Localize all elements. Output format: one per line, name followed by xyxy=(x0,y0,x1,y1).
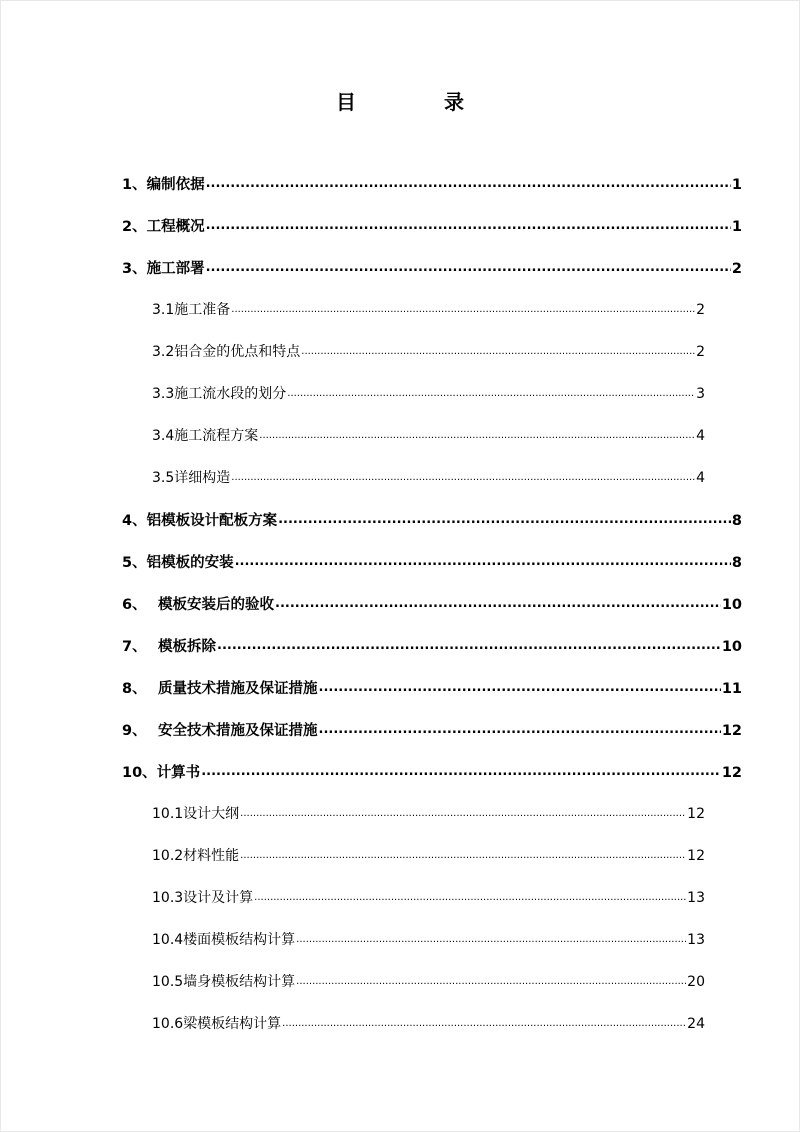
toc-entry-page: 20 xyxy=(687,974,705,990)
dot-leader xyxy=(217,637,721,652)
toc-entry-number: 10.5 xyxy=(152,974,184,990)
dot-leader xyxy=(278,511,731,526)
toc-entry-title: 模板安装后的验收 xyxy=(158,597,274,613)
toc-entry-number: 10.6 xyxy=(152,1016,184,1032)
toc-entry-page: 1 xyxy=(731,219,742,235)
toc-entry-number: 9、 xyxy=(122,723,147,739)
toc-entry-number: 3.4 xyxy=(152,428,175,444)
toc-entry-title: 铝模板设计配板方案 xyxy=(146,513,278,529)
dot-leader xyxy=(319,721,721,736)
toc-entry-title: 设计大纲 xyxy=(183,806,240,822)
toc-entry-title: 铝模板的安装 xyxy=(146,555,234,571)
toc-entry[interactable] xyxy=(122,761,742,782)
toc-entry-title: 施工准备 xyxy=(174,302,231,318)
toc-entry-page: 24 xyxy=(687,1016,705,1032)
dot-leader xyxy=(254,888,686,902)
toc-entry-title: 楼面模板结构计算 xyxy=(183,932,296,948)
toc-entry-title: 计算书 xyxy=(156,765,201,781)
toc-subentry[interactable] xyxy=(152,803,705,823)
toc-subentry[interactable] xyxy=(152,971,705,991)
toc-subentry[interactable] xyxy=(152,341,705,361)
toc-entry-page: 13 xyxy=(687,932,705,948)
toc-entry[interactable] xyxy=(122,635,742,656)
toc-entry-page: 1 xyxy=(731,177,742,193)
toc-entry-number: 10.1 xyxy=(152,806,184,822)
toc-entry-title: 铝合金的优点和特点 xyxy=(174,344,301,360)
toc-entry-number: 5、 xyxy=(122,555,147,571)
toc-entry-title: 安全技术措施及保证措施 xyxy=(158,723,318,739)
toc-entry-title: 工程概况 xyxy=(146,219,205,235)
toc-entry-page: 12 xyxy=(687,848,705,864)
toc-entry[interactable] xyxy=(122,509,742,530)
toc-entry-title: 施工流程方案 xyxy=(174,428,259,444)
toc-entry-number: 6、 xyxy=(122,597,147,613)
toc-entry-number: 2、 xyxy=(122,219,147,235)
toc-entry-number: 8、 xyxy=(122,681,147,697)
dot-leader xyxy=(319,679,721,694)
dot-leader xyxy=(296,972,686,986)
toc-subentry[interactable] xyxy=(152,929,705,949)
toc-entry-page: 4 xyxy=(696,470,705,486)
dot-leader xyxy=(201,763,721,778)
dot-leader xyxy=(287,384,695,398)
dot-leader xyxy=(235,553,731,568)
toc-entry-number: 10.4 xyxy=(152,932,184,948)
toc-entry[interactable] xyxy=(122,677,742,698)
toc-entry-number: 3.2 xyxy=(152,344,175,360)
toc-entry-title: 施工部署 xyxy=(146,261,205,277)
toc-subentry[interactable] xyxy=(152,425,705,445)
toc-entry-title: 编制依据 xyxy=(146,177,205,193)
dot-leader xyxy=(240,846,686,860)
toc-entry-number: 10、 xyxy=(122,765,157,781)
toc-subentry[interactable] xyxy=(152,887,705,907)
toc-entry[interactable] xyxy=(122,173,742,194)
toc-entry-page: 2 xyxy=(731,261,742,277)
toc-entry-page: 4 xyxy=(696,428,705,444)
toc-entry-title: 施工流水段的划分 xyxy=(174,386,287,402)
toc-entry-page: 10 xyxy=(721,639,742,655)
toc-entry-title: 材料性能 xyxy=(183,848,240,864)
dot-leader xyxy=(206,175,731,190)
toc-entry-number: 1、 xyxy=(122,177,147,193)
dot-leader xyxy=(206,259,731,274)
toc-entry-page: 3 xyxy=(696,386,705,402)
dot-leader xyxy=(231,300,695,314)
toc-entry[interactable] xyxy=(122,215,742,236)
toc-entry-title: 详细构造 xyxy=(174,470,231,486)
toc-entry-number: 3.1 xyxy=(152,302,175,318)
toc-entry-page: 10 xyxy=(721,597,742,613)
dot-leader xyxy=(282,1014,686,1028)
toc-entry-number: 7、 xyxy=(122,639,147,655)
toc-entry-number: 3.3 xyxy=(152,386,175,402)
dot-leader xyxy=(206,217,731,232)
toc-entry[interactable] xyxy=(122,551,742,572)
toc-subentry[interactable] xyxy=(152,383,705,403)
toc-entry-title: 梁模板结构计算 xyxy=(183,1016,282,1032)
dot-leader xyxy=(301,342,695,356)
toc-entry-page: 8 xyxy=(731,555,742,571)
toc-entry[interactable] xyxy=(122,257,742,278)
toc-subentry[interactable] xyxy=(152,467,705,487)
toc-entry-page: 12 xyxy=(721,765,742,781)
toc-entry-page: 13 xyxy=(687,890,705,906)
toc-entry-page: 12 xyxy=(687,806,705,822)
toc-entry-page: 12 xyxy=(721,723,742,739)
toc-entry-number: 10.2 xyxy=(152,848,184,864)
toc-entry-page: 2 xyxy=(696,302,705,318)
dot-leader xyxy=(296,930,686,944)
toc-entry-page: 11 xyxy=(721,681,742,697)
toc-entry-number: 4、 xyxy=(122,513,147,529)
dot-leader xyxy=(231,468,695,482)
toc-entry[interactable] xyxy=(122,719,742,740)
toc-entry-title: 墙身模板结构计算 xyxy=(183,974,296,990)
toc-subentry[interactable] xyxy=(152,1013,705,1033)
dot-leader xyxy=(259,426,695,440)
toc-subentry[interactable] xyxy=(152,845,705,865)
toc-subentry[interactable] xyxy=(152,299,705,319)
toc-entry-number: 3.5 xyxy=(152,470,175,486)
toc-entry-page: 2 xyxy=(696,344,705,360)
toc-entry-title: 设计及计算 xyxy=(183,890,254,906)
toc-entry-title: 质量技术措施及保证措施 xyxy=(158,681,318,697)
dot-leader xyxy=(275,595,721,610)
toc-entry-number: 10.3 xyxy=(152,890,184,906)
toc-entry-title: 模板拆除 xyxy=(158,639,216,655)
toc-entry[interactable] xyxy=(122,593,742,614)
dot-leader xyxy=(240,804,686,818)
toc-title: 目 录 xyxy=(336,90,498,114)
toc-entry-page: 8 xyxy=(731,513,742,529)
toc-entry-number: 3、 xyxy=(122,261,147,277)
